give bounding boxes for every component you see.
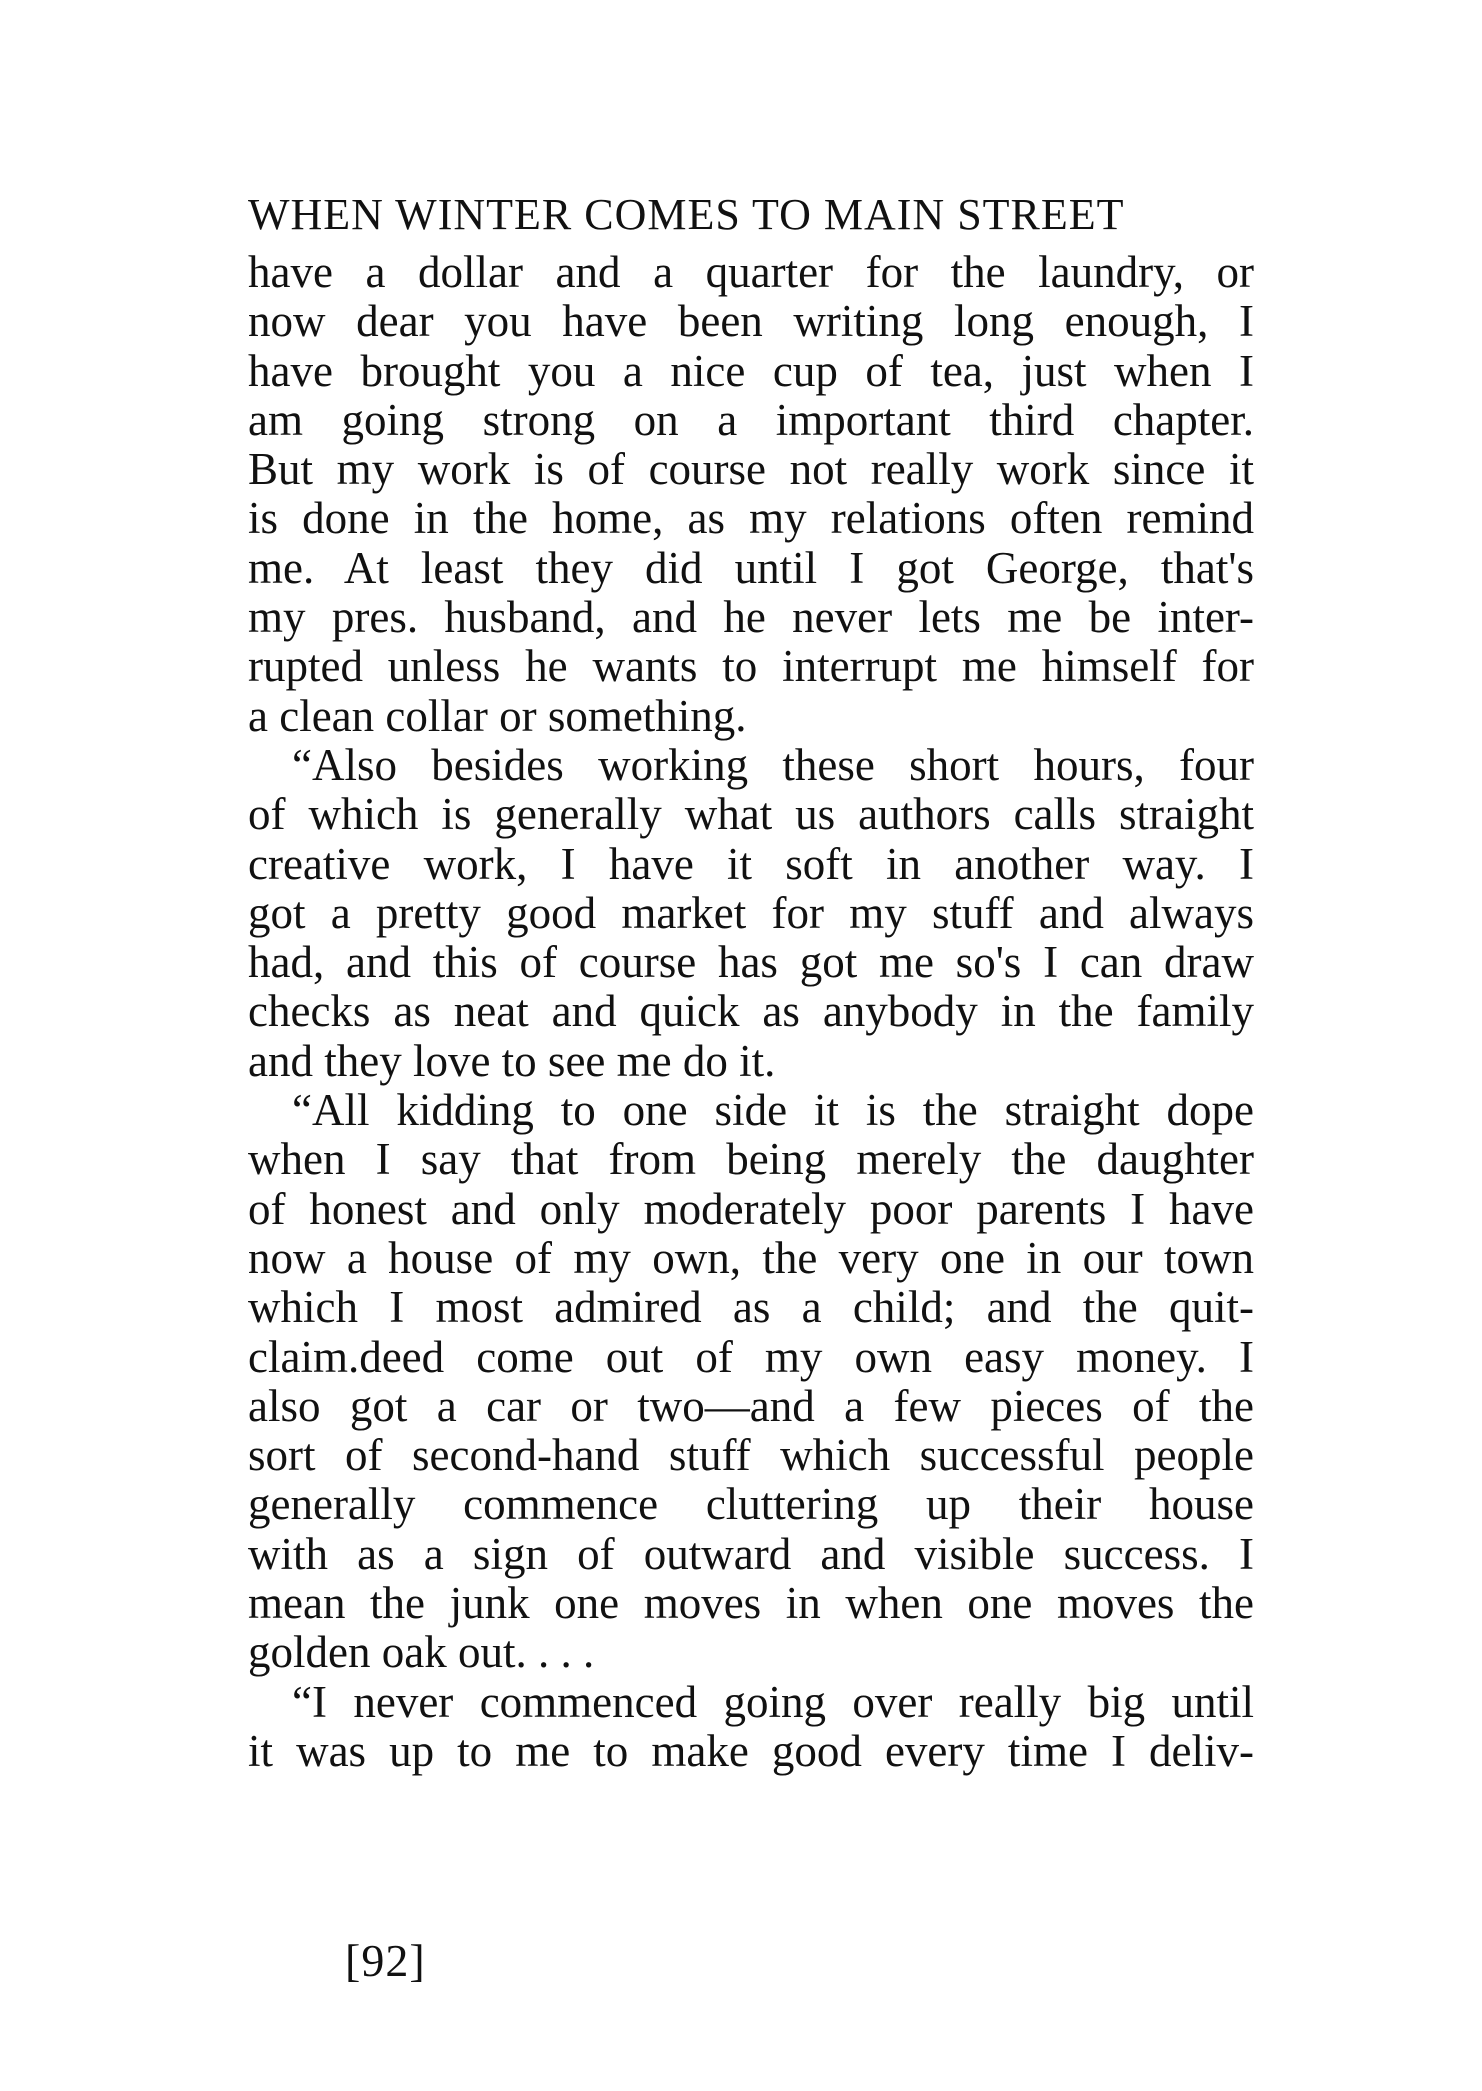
book-page — [248, 190, 1254, 1776]
text-line: a clean collar or something. — [248, 690, 747, 741]
page-number: [92] — [345, 1935, 426, 1986]
text-line: sort of second-hand stuff which successful people — [248, 1430, 1254, 1481]
text-line: golden oak out. . . . — [248, 1627, 595, 1678]
text-line: of honest and only moderately poor parents I have — [248, 1183, 1254, 1234]
text-line: me. At least they did until I got George, that's — [248, 542, 1254, 593]
text-line: my pres. husband, and he never lets me be inter- — [248, 592, 1254, 643]
text-line: “Also besides working these short hours, four — [292, 739, 1254, 790]
text-line: “All kidding to one side it is the straight dope — [292, 1085, 1254, 1136]
text-line: now dear you have been writing long enough, I — [248, 296, 1254, 347]
running-head: WHEN WINTER COMES TO MAIN STREET — [248, 190, 1125, 239]
text-line: But my work is of course not really work since it — [248, 444, 1254, 495]
text-line: am going strong on a important third chapter. — [248, 394, 1254, 445]
text-line: rupted unless he wants to interrupt me himself for — [248, 641, 1254, 692]
body-text — [248, 248, 1254, 1776]
text-line: claim.deed come out of my own easy money. I — [248, 1331, 1254, 1382]
text-line: it was up to me to make good every time I deliv- — [248, 1725, 1254, 1776]
text-line: generally commence cluttering up their house — [248, 1479, 1254, 1530]
text-line: when I say that from being merely the daughter — [248, 1134, 1254, 1185]
text-line: and they love to see me do it. — [248, 1035, 776, 1086]
text-line: now a house of my own, the very one in our town — [248, 1232, 1254, 1283]
text-line: which I most admired as a child; and the quit- — [248, 1282, 1254, 1333]
text-line: checks as neat and quick as anybody in the family — [248, 986, 1254, 1037]
text-line: of which is generally what us authors calls straight — [248, 789, 1254, 840]
text-line: mean the junk one moves in when one moves the — [248, 1578, 1254, 1629]
text-line: have a dollar and a quarter for the laundry, or — [248, 247, 1254, 297]
text-line: also got a car or two—and a few pieces of the — [248, 1380, 1254, 1431]
text-line: creative work, I have it soft in another way. I — [248, 838, 1254, 889]
text-line: have brought you a nice cup of tea, just when I — [248, 345, 1254, 396]
text-line: is done in the home, as my relations often remind — [248, 493, 1254, 544]
text-line: with as a sign of outward and visible success. I — [248, 1528, 1254, 1579]
text-line: had, and this of course has got me so's I can draw — [248, 937, 1254, 988]
text-line: “I never commenced going over really big until — [292, 1676, 1254, 1727]
text-line: got a pretty good market for my stuff and always — [248, 887, 1254, 938]
